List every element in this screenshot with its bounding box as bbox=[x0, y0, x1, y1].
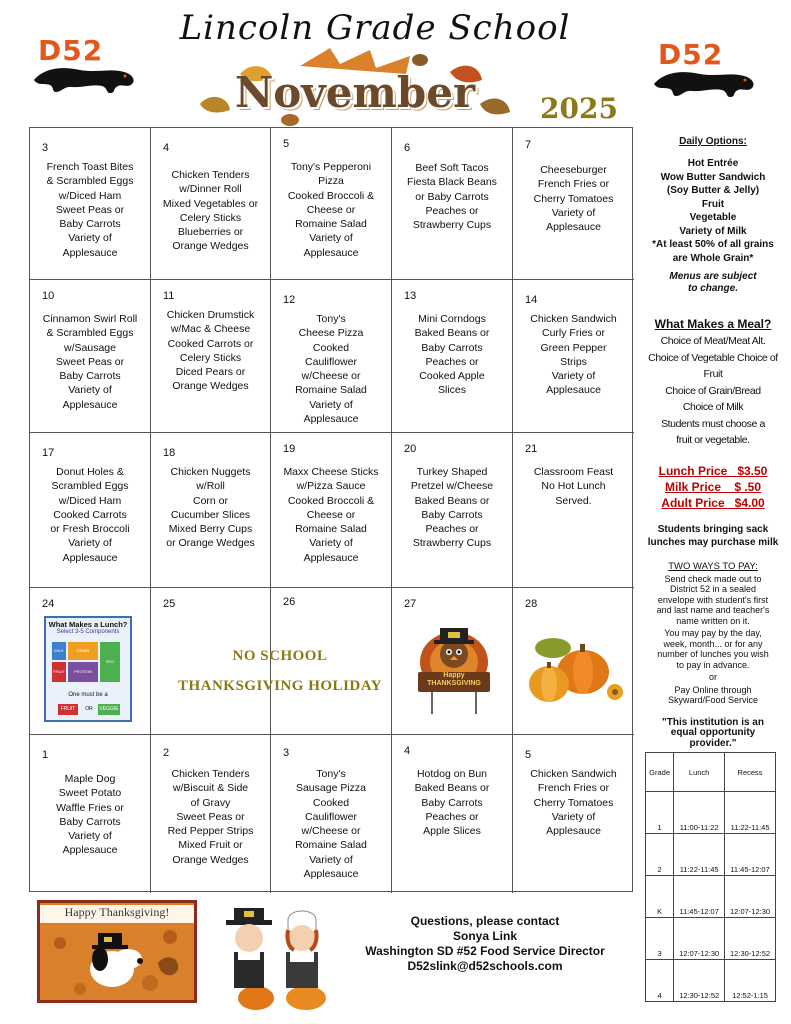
calendar-cell bbox=[513, 588, 634, 735]
day-number: 17 bbox=[42, 447, 55, 459]
poster-title: What Makes a Lunch? bbox=[48, 620, 128, 629]
menu-text: Chicken Sandwich French Fries or Cherry Tomatoes Variety of Applesauce bbox=[530, 768, 617, 838]
calendar-cell bbox=[30, 588, 151, 735]
whole-grain-note: *At least 50% of all grains bbox=[652, 239, 774, 250]
calendar-cell bbox=[513, 128, 634, 280]
price-list bbox=[640, 463, 786, 511]
month-title: November bbox=[234, 68, 476, 117]
day-number: 28 bbox=[525, 598, 538, 610]
meal-rule: Choice of Vegetable Choice of bbox=[648, 351, 778, 364]
menu-text: Mini Corndogs Baked Beans or Baby Carrots Peaches or Cooked Apple Slices bbox=[414, 313, 490, 397]
meal-rule: Choice of Milk bbox=[682, 401, 744, 413]
lunch-cell: 12:30-12:52 bbox=[674, 960, 725, 1002]
day-number: 5 bbox=[283, 138, 290, 150]
menu-text: Classroom Feast No Hot Lunch Served. bbox=[533, 466, 614, 507]
panther-icon bbox=[32, 62, 138, 94]
milk-price: Milk Price $ .50 bbox=[664, 479, 762, 494]
equal-opportunity-statement: "This institution is an equal opportunity provider." bbox=[662, 716, 764, 749]
menu-text: Chicken Tenders w/Dinner Roll Mixed Vegetables or Celery Sticks Blueberries or Orange Wedges bbox=[162, 169, 259, 253]
contact-line: Questions, please contact bbox=[410, 914, 560, 928]
grade-cell: 2 bbox=[646, 834, 674, 876]
day-number: 18 bbox=[163, 447, 176, 459]
year-title: 2025 bbox=[540, 92, 618, 125]
calendar-cell bbox=[151, 433, 271, 588]
subject-to-change-note: Menus are subject to change. bbox=[669, 271, 757, 294]
thanksgiving-card bbox=[37, 900, 197, 1003]
recess-cell: 12:52-1:15 bbox=[725, 960, 776, 1002]
pay-option: You may pay by the day, week, month... or for any number of lunches you wish to pay in advance. bbox=[657, 628, 769, 670]
day-number: 25 bbox=[163, 598, 176, 610]
pilgrim-kids-icon bbox=[216, 902, 346, 1012]
no-school-label: NO SCHOOL bbox=[232, 648, 328, 664]
menu-text: Chicken Drumstick w/Mac & Cheese Cooked Carrots or Celery Sticks Diced Pears or Orange Wedges bbox=[166, 309, 255, 393]
daily-option: Wow Butter Sandwich bbox=[660, 171, 766, 183]
pumpkins-icon bbox=[523, 628, 627, 708]
veggie-choice: VEGGIE bbox=[98, 704, 120, 715]
recess-cell: 12:30-12:52 bbox=[725, 918, 776, 960]
menu-text: French Toast Bites & Scrambled Eggs w/Diced Ham Sweet Peas or Baby Carrots Variety of Applesauce bbox=[46, 161, 134, 259]
poster-rule: One must be a bbox=[68, 692, 108, 698]
calendar-cell bbox=[30, 433, 151, 588]
grade-cell: 1 bbox=[646, 792, 674, 834]
menu-text: Beef Soft Tacos Fiesta Black Beans or Baby Carrots Peaches or Strawberry Cups bbox=[407, 162, 497, 232]
table-row bbox=[646, 834, 776, 876]
day-number: 6 bbox=[404, 142, 411, 154]
contact-name: Sonya Link bbox=[452, 929, 517, 943]
logo-text: D52 bbox=[38, 34, 104, 67]
daily-option: Fruit bbox=[701, 198, 725, 210]
daily-options-heading: Daily Options: bbox=[679, 136, 747, 147]
menu-text: Turkey Shaped Pretzel w/Cheese Baked Beans or Baby Carrots Peaches or Strawberry Cups bbox=[410, 466, 494, 550]
card-title: Happy Thanksgiving! bbox=[40, 905, 194, 923]
panther-icon bbox=[652, 66, 758, 98]
calendar-cell bbox=[513, 433, 634, 588]
calendar-cell bbox=[392, 280, 513, 433]
thanksgiving-sign: Happy THANKSGIVING bbox=[427, 672, 481, 687]
november-banner bbox=[180, 44, 530, 134]
snoopy-pilgrim-icon bbox=[40, 923, 194, 1001]
protein-block: PROTEIN bbox=[68, 662, 98, 682]
milk-block: MILK bbox=[52, 642, 66, 660]
recess-cell: 11:45-12:07 bbox=[725, 834, 776, 876]
meal-rule: Fruit bbox=[703, 368, 723, 380]
lunch-cell: 12:07-12:30 bbox=[674, 918, 725, 960]
district-logo-right bbox=[648, 38, 758, 98]
contact-email[interactable]: D52slink@d52schools.com bbox=[407, 959, 563, 973]
pay-option: Pay Online through Skyward/Food Service bbox=[667, 684, 759, 705]
meal-rule: fruit or vegetable. bbox=[676, 434, 750, 446]
lunch-cell: 11:22-11:45 bbox=[674, 834, 725, 876]
menu-text: Cinnamon Swirl Roll & Scrambled Eggs w/Sausage Sweet Peas or Baby Carrots Variety of Applesauce bbox=[42, 313, 138, 411]
menu-text: Tony's Pepperoni Pizza Cooked Broccoli & Cheese or Romaine Salad Variety of Applesauce bbox=[287, 161, 375, 259]
day-number: 10 bbox=[42, 290, 55, 302]
daily-option: (Soy Butter & Jelly) bbox=[666, 185, 760, 196]
calendar-cell bbox=[392, 735, 513, 893]
school-title: Lincoln Grade School bbox=[179, 8, 571, 48]
day-number: 3 bbox=[42, 142, 49, 154]
grain-block: GRAIN bbox=[68, 642, 98, 660]
day-number: 20 bbox=[404, 443, 417, 455]
table-row bbox=[646, 960, 776, 1002]
meal-heading: What Makes a Meal? bbox=[654, 317, 772, 331]
day-number: 4 bbox=[163, 142, 170, 154]
menu-text: Tony's Cheese Pizza Cooked Cauliflower w/Cheese or Romaine Salad Variety of Applesauce bbox=[295, 313, 367, 426]
calendar-cell bbox=[392, 588, 513, 735]
logo-text: D52 bbox=[658, 38, 724, 71]
day-number: 14 bbox=[525, 294, 538, 306]
calendar-cell bbox=[271, 280, 392, 433]
lunch-schedule-table bbox=[645, 752, 776, 1002]
menu-text: Maxx Cheese Sticks w/Pizza Sauce Cooked Broccoli & Cheese or Romaine Salad Variety of Applesauce bbox=[283, 466, 379, 564]
meal-rule: Choice of Meat/Meat Alt. bbox=[660, 335, 766, 347]
lunch-poster bbox=[44, 616, 132, 722]
pay-option: Send check made out to District 52 in a sealed envelope with student's first and last name and teacher's name written on it. bbox=[656, 573, 770, 626]
day-number: 7 bbox=[525, 139, 532, 151]
day-number: 1 bbox=[42, 749, 49, 761]
calendar-cell bbox=[271, 433, 392, 588]
contact-info bbox=[350, 914, 620, 974]
calendar-cell bbox=[30, 280, 151, 433]
day-number: 12 bbox=[283, 294, 296, 306]
calendar-cell bbox=[151, 280, 271, 433]
or-text: OR bbox=[85, 706, 93, 712]
info-sidebar bbox=[640, 136, 786, 749]
calendar-cell bbox=[392, 433, 513, 588]
pay-heading: TWO WAYS TO PAY: bbox=[668, 560, 758, 572]
calendar-cell bbox=[271, 128, 392, 280]
adult-price: Adult Price $4.00 bbox=[661, 495, 765, 510]
day-number: 19 bbox=[283, 443, 296, 455]
menu-text: Chicken Tenders w/Biscuit & Side of Gravy Sweet Peas or Red Pepper Strips Mixed Fruit or Orange Wedges bbox=[167, 768, 254, 866]
day-number: 21 bbox=[525, 443, 538, 455]
recess-cell: 12:07-12:30 bbox=[725, 876, 776, 918]
fruit-choice: FRUIT bbox=[58, 704, 78, 715]
food-groups bbox=[52, 642, 126, 686]
menu-text: Chicken Sandwich Curly Fries or Green Pepper Strips Variety of Applesauce bbox=[530, 313, 617, 397]
day-number: 26 bbox=[283, 596, 296, 608]
day-number: 13 bbox=[404, 290, 417, 302]
header-grade: Grade bbox=[646, 753, 674, 792]
menu-text: Chicken Nuggets w/Roll Corn or Cucumber Slices Mixed Berry Cups or Orange Wedges bbox=[166, 466, 255, 550]
menu-text: Cheeseburger French Fries or Cherry Tomatoes Variety of Applesauce bbox=[533, 164, 614, 234]
fruit-block: FRUIT bbox=[52, 662, 66, 682]
day-number: 11 bbox=[163, 290, 175, 302]
table-row bbox=[646, 918, 776, 960]
lunch-cell: 11:00-11:22 bbox=[674, 792, 725, 834]
daily-option: Variety of Milk bbox=[679, 225, 747, 237]
meal-rule: Students must choose a bbox=[661, 417, 765, 430]
grade-cell: 4 bbox=[646, 960, 674, 1002]
calendar-cell bbox=[513, 735, 634, 893]
calendar-cell bbox=[392, 128, 513, 280]
header-recess: Recess bbox=[725, 753, 776, 792]
district-logo-left bbox=[28, 34, 138, 94]
menu-text: Hotdog on Bun Baked Beans or Baby Carrots Peaches or Apple Slices bbox=[414, 768, 490, 838]
daily-option: Hot Entrée bbox=[687, 158, 739, 169]
daily-option: Vegetable bbox=[689, 212, 737, 223]
turkey-icon bbox=[412, 620, 496, 716]
grade-cell: 3 bbox=[646, 918, 674, 960]
day-number: 24 bbox=[42, 598, 55, 610]
poster-choice bbox=[54, 704, 124, 716]
calendar-cell bbox=[151, 735, 271, 893]
lunch-price: Lunch Price $3.50 bbox=[658, 463, 768, 478]
calendar-cell bbox=[30, 128, 151, 280]
holiday-label: THANKSGIVING HOLIDAY bbox=[177, 678, 383, 694]
calendar-cell bbox=[151, 128, 271, 280]
pay-or: or bbox=[708, 672, 717, 682]
day-number: 5 bbox=[525, 749, 532, 761]
grade-cell: K bbox=[646, 876, 674, 918]
sack-lunch-note: Students bringing sack lunches may purchase milk bbox=[647, 523, 779, 548]
menu-calendar bbox=[29, 127, 633, 892]
menu-text: Donut Holes & Scrambled Eggs w/Diced Ham Cooked Carrots or Fresh Broccoli Variety of Applesauce bbox=[50, 466, 130, 564]
table-row bbox=[646, 876, 776, 918]
calendar-cell bbox=[30, 735, 151, 893]
day-number: 4 bbox=[404, 745, 411, 757]
lunch-cell: 11:45-12:07 bbox=[674, 876, 725, 918]
header-lunch: Lunch bbox=[674, 753, 725, 792]
day-number: 3 bbox=[283, 747, 290, 759]
day-number: 27 bbox=[404, 598, 417, 610]
meal-rule: Choice of Grain/Bread bbox=[665, 384, 761, 397]
calendar-cell bbox=[271, 735, 392, 893]
veg-block: VEG bbox=[100, 642, 120, 682]
menu-text: Maple Dog Sweet Potato Waffle Fries or Baby Carrots Variety of Applesauce bbox=[56, 773, 124, 857]
menu-text: Tony's Sausage Pizza Cooked Cauliflower w/Cheese or Romaine Salad Variety of Applesauce bbox=[295, 768, 367, 881]
day-number: 2 bbox=[163, 747, 170, 759]
table-row bbox=[646, 792, 776, 834]
whole-grain-note: are Whole Grain* bbox=[672, 252, 754, 264]
table-header-row bbox=[646, 753, 776, 792]
recess-cell: 11:22-11:45 bbox=[725, 792, 776, 834]
contact-title: Washington SD #52 Food Service Director bbox=[365, 944, 605, 958]
poster-subtitle: Select 3-5 Components bbox=[56, 629, 120, 635]
calendar-cell bbox=[513, 280, 634, 433]
